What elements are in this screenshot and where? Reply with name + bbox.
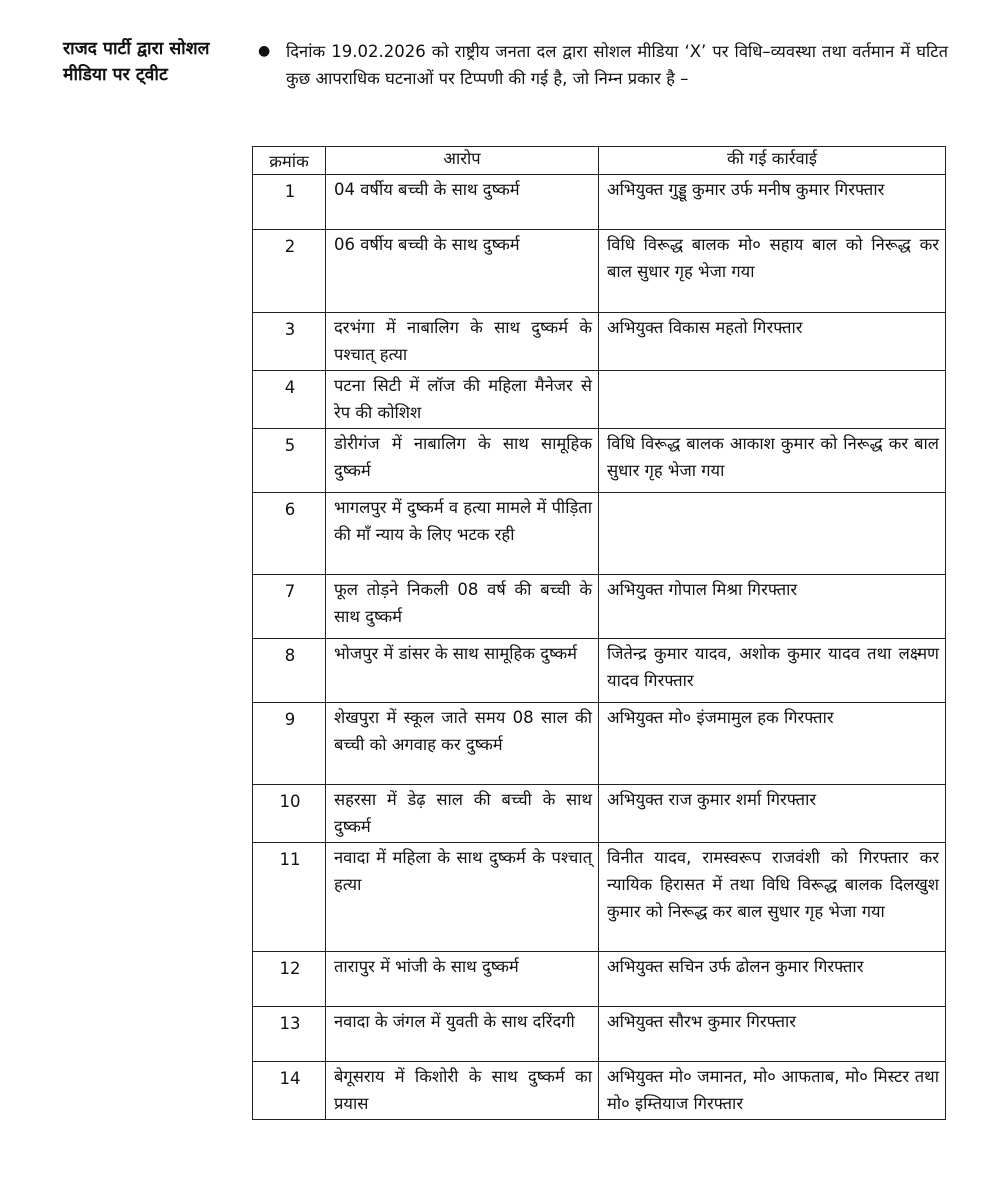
action-cell: अभियुक्त गुड्डू कुमार उर्फ मनीष कुमार गिरफ्तार <box>599 175 946 230</box>
side-heading: राजद पार्टी द्वारा सोशल मीडिया पर ट्वीट <box>63 39 210 85</box>
allegation-cell: बेगूसराय में किशोरी के साथ दुष्कर्म का प्रयास <box>326 1062 599 1120</box>
action-cell: विधि विरूद्ध बालक आकाश कुमार को निरूद्ध कर बाल सुधार गृह भेजा गया <box>599 429 946 493</box>
allegation-cell: भोजपुर में डांसर के साथ सामूहिक दुष्कर्म <box>326 639 599 703</box>
allegation-cell: नवादा में महिला के साथ दुष्कर्म के पश्चात् हत्या <box>326 843 599 952</box>
allegation-cell: फूल तोड़ने निकली 08 वर्ष की बच्ची के साथ दुष्कर्म <box>326 575 599 639</box>
action-cell: विधि विरूद्ध बालक मो० सहाय बाल को निरूद्ध कर बाल सुधार गृह भेजा गया <box>599 230 946 313</box>
action-cell: अभियुक्त सौरभ कुमार गिरफ्तार <box>599 1007 946 1062</box>
table-row <box>253 575 946 639</box>
action-cell: विनीत यादव, रामस्वरूप राजवंशी को गिरफ्तार कर न्यायिक हिरासत में तथा विधि विरूद्ध बालक दिलखुश कुमार को निरूद्ध कर बाल सुधार गृह भेजा गया <box>599 843 946 952</box>
allegation-cell: पटना सिटी में लॉज की महिला मैनेजर से रेप की कोशिश <box>326 371 599 429</box>
table-row <box>253 371 946 429</box>
table-row <box>253 313 946 371</box>
header-allegation: आरोप <box>326 147 599 175</box>
serial-number: 9 <box>253 703 326 785</box>
serial-number: 13 <box>253 1007 326 1062</box>
table-row <box>253 703 946 785</box>
table-row <box>253 429 946 493</box>
serial-number: 2 <box>253 230 326 313</box>
table-row <box>253 639 946 703</box>
table-row <box>253 493 946 575</box>
serial-number: 5 <box>253 429 326 493</box>
action-cell: जितेन्द्र कुमार यादव, अशोक कुमार यादव तथा लक्ष्मण यादव गिरफ्तार <box>599 639 946 703</box>
serial-number: 10 <box>253 785 326 843</box>
allegation-cell: नवादा के जंगल में युवती के साथ दरिंदगी <box>326 1007 599 1062</box>
cases-table <box>252 146 946 1120</box>
action-cell: अभियुक्त मो० इंजमामुल हक गिरफ्तार <box>599 703 946 785</box>
action-cell: अभियुक्त गोपाल मिश्रा गिरफ्तार <box>599 575 946 639</box>
table-row <box>253 230 946 313</box>
action-cell: अभियुक्त विकास महतो गिरफ्तार <box>599 313 946 371</box>
allegation-cell: 06 वर्षीय बच्ची के साथ दुष्कर्म <box>326 230 599 313</box>
bullet-icon: ● <box>258 43 271 59</box>
table-row <box>253 785 946 843</box>
serial-number: 11 <box>253 843 326 952</box>
serial-number: 3 <box>253 313 326 371</box>
table-row <box>253 175 946 230</box>
intro-paragraph <box>258 38 948 92</box>
action-cell: अभियुक्त राज कुमार शर्मा गिरफ्तार <box>599 785 946 843</box>
serial-number: 4 <box>253 371 326 429</box>
header-action: की गई कार्रवाई <box>599 147 946 175</box>
header-serial: क्रमांक <box>253 147 326 175</box>
action-cell <box>599 371 946 429</box>
intro-text: दिनांक 19.02.2026 को राष्ट्रीय जनता दल द्वारा सोशल मीडिया ‘X’ पर विधि–व्यवस्था तथा वर्तमान में घटित कुछ आपराधिक घटनाओं पर टिप्पणी की गई है, जो निम्न प्रकार है – <box>286 42 948 88</box>
allegation-cell: तारापुर में भांजी के साथ दुष्कर्म <box>326 952 599 1007</box>
allegation-cell: सहरसा में डेढ़ साल की बच्ची के साथ दुष्कर्म <box>326 785 599 843</box>
allegation-cell: 04 वर्षीय बच्ची के साथ दुष्कर्म <box>326 175 599 230</box>
allegation-cell: भागलपुर में दुष्कर्म व हत्या मामले में पीड़िता की माँ न्याय के लिए भटक रही <box>326 493 599 575</box>
allegation-cell: डोरीगंज में नाबालिग के साथ सामूहिक दुष्कर्म <box>326 429 599 493</box>
table-row <box>253 1007 946 1062</box>
allegation-cell: दरभंगा में नाबालिग के साथ दुष्कर्म के पश्चात् हत्या <box>326 313 599 371</box>
serial-number: 1 <box>253 175 326 230</box>
action-cell: अभियुक्त मो० जमानत, मो० आफताब, मो० मिस्टर तथा मो० इम्तियाज गिरफ्तार <box>599 1062 946 1120</box>
action-cell: अभियुक्त सचिन उर्फ ढोलन कुमार गिरफ्तार <box>599 952 946 1007</box>
action-cell <box>599 493 946 575</box>
serial-number: 6 <box>253 493 326 575</box>
serial-number: 8 <box>253 639 326 703</box>
table-row <box>253 1062 946 1120</box>
table-header-row <box>253 147 946 175</box>
table-row <box>253 843 946 952</box>
serial-number: 7 <box>253 575 326 639</box>
serial-number: 14 <box>253 1062 326 1120</box>
allegation-cell: शेखपुरा में स्कूल जाते समय 08 साल की बच्ची को अगवाह कर दुष्कर्म <box>326 703 599 785</box>
serial-number: 12 <box>253 952 326 1007</box>
table-row <box>253 952 946 1007</box>
